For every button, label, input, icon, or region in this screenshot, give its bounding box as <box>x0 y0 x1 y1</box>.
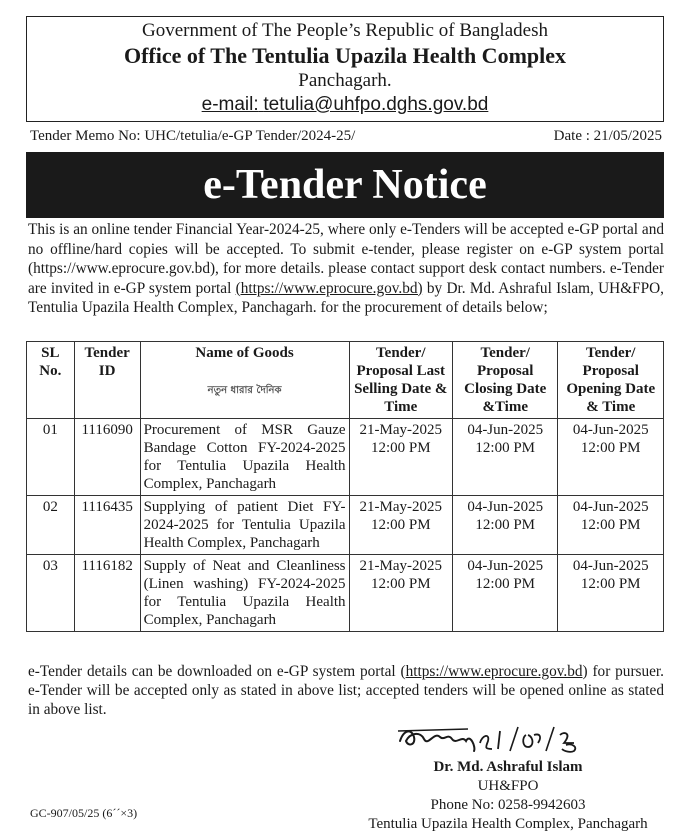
table-header-row <box>27 342 664 419</box>
cell-sl: 03 <box>27 555 75 632</box>
selling-time: 12:00 PM <box>370 517 431 533</box>
signatory-phone: Phone No: 0258-9942603 <box>430 797 586 813</box>
header-box <box>26 16 664 122</box>
intro-text-1: This is an online tender Financial Year-2024-25, where only e-Tenders will be accepted e-GP portal and no offline/hard copies will be accepted. To submit e-tender, please register on e-GP system portal (https://www.eprocure.gov.bd), for more details. please contact support desk contact numbers. e-Tender are invited in e-GP system portal <box>28 221 664 297</box>
signature-block <box>358 758 658 834</box>
cell-opening <box>558 555 664 632</box>
header-tender-id: Tender ID <box>74 342 140 419</box>
memo-date: Date : 21/05/2025 <box>553 128 662 144</box>
opening-time: 12:00 PM <box>580 517 641 533</box>
cell-opening <box>558 419 664 496</box>
signatory-designation: UH&FPO <box>477 778 539 794</box>
opening-date: 04-Jun-2025 <box>572 499 649 515</box>
intro-text-2: by Dr. Md. Ashraful Islam, UH&FPO, Tentulia Upazila Health Complex, Panchagarh. for the procurement of details below; <box>28 279 664 316</box>
header-selling: Tender/ Proposal Last Selling Date & Time <box>349 342 452 419</box>
header-closing: Tender/ Proposal Closing Date &Time <box>452 342 557 419</box>
email-label: e-mail: <box>201 94 259 115</box>
cell-selling <box>349 419 452 496</box>
page-title: e-Tender Notice <box>26 152 664 218</box>
cell-goods: Supply of Neat and Cleanliness (Linen washing) FY-2024-2025 for Tentulia Upazila Health Complex, Panchagarh <box>140 555 349 632</box>
selling-time: 12:00 PM <box>370 576 431 592</box>
cell-closing <box>452 555 557 632</box>
cell-tender-id: 1116435 <box>74 496 140 555</box>
closing-date: 04-Jun-2025 <box>467 558 544 574</box>
closing-date: 04-Jun-2025 <box>467 422 544 438</box>
cell-tender-id: 1116090 <box>74 419 140 496</box>
opening-time: 12:00 PM <box>580 440 641 456</box>
closing-time: 12:00 PM <box>475 576 536 592</box>
government-title: Government of The People’s Republic of Bangladesh <box>142 20 548 41</box>
eprocure-link-2[interactable]: https://www.eprocure.gov.bd <box>405 663 583 680</box>
cell-selling <box>349 555 452 632</box>
eprocure-link[interactable]: (https://www.eprocure.gov.bd) <box>235 279 423 297</box>
selling-date: 21-May-2025 <box>359 422 442 438</box>
cell-selling <box>349 496 452 555</box>
office-place: Panchagarh. <box>298 70 392 91</box>
email-address[interactable]: tetulia@uhfpo.dghs.gov.bd <box>263 94 489 115</box>
signatory-name: Dr. Md. Ashraful Islam <box>433 759 583 775</box>
cell-sl: 02 <box>27 496 75 555</box>
office-title: Office of The Tentulia Upazila Health Complex <box>123 43 567 68</box>
cell-sl: 01 <box>27 419 75 496</box>
table-row <box>27 419 664 496</box>
intro-paragraph <box>28 220 664 318</box>
memo-number: Tender Memo No: UHC/tetulia/e-GP Tender/2024-25/ <box>30 128 356 144</box>
email-line <box>27 93 663 117</box>
handwritten-signature <box>394 721 594 755</box>
table-row <box>27 555 664 632</box>
header-goods <box>140 342 349 419</box>
memo-row <box>30 128 662 145</box>
after-text-1: e-Tender details can be downloaded on e-GP system portal ( <box>28 663 406 680</box>
notice-code: GC-907/05/25 (6´´×3) <box>30 806 138 820</box>
header-goods-label: Name of Goods <box>195 345 294 361</box>
cell-goods: Supplying of patient Diet FY-2024-2025 for Tentulia Upazila Health Complex, Panchagarh <box>140 496 349 555</box>
header-sl: SL No. <box>27 342 75 419</box>
tender-table <box>26 341 664 632</box>
signatory-office: Tentulia Upazila Health Complex, Panchagarh <box>368 816 648 832</box>
closing-time: 12:00 PM <box>475 517 536 533</box>
cell-tender-id: 1116182 <box>74 555 140 632</box>
selling-date: 21-May-2025 <box>359 558 442 574</box>
cell-goods: Procurement of MSR Gauze Bandage Cotton FY-2024-2025 for Tentulia Upazila Health Complex, Panchagarh <box>140 419 349 496</box>
selling-date: 21-May-2025 <box>359 499 442 515</box>
cell-closing <box>452 496 557 555</box>
opening-time: 12:00 PM <box>580 576 641 592</box>
table-row <box>27 496 664 555</box>
opening-date: 04-Jun-2025 <box>572 422 649 438</box>
details-paragraph <box>28 662 664 719</box>
closing-time: 12:00 PM <box>475 440 536 456</box>
closing-date: 04-Jun-2025 <box>467 499 544 515</box>
after-text-2: ) for pursuer. e-Tender will be accepted only as stated in above list; accepted tenders will be opened online as stated in above list. <box>28 663 664 718</box>
cell-closing <box>452 419 557 496</box>
header-opening: Tender/ Proposal Opening Date & Time <box>558 342 664 419</box>
cell-opening <box>558 496 664 555</box>
selling-time: 12:00 PM <box>370 440 431 456</box>
opening-date: 04-Jun-2025 <box>572 558 649 574</box>
tender-notice-page <box>26 16 664 832</box>
watermark-text: নতুন ধারার দৈনিক <box>207 385 282 396</box>
